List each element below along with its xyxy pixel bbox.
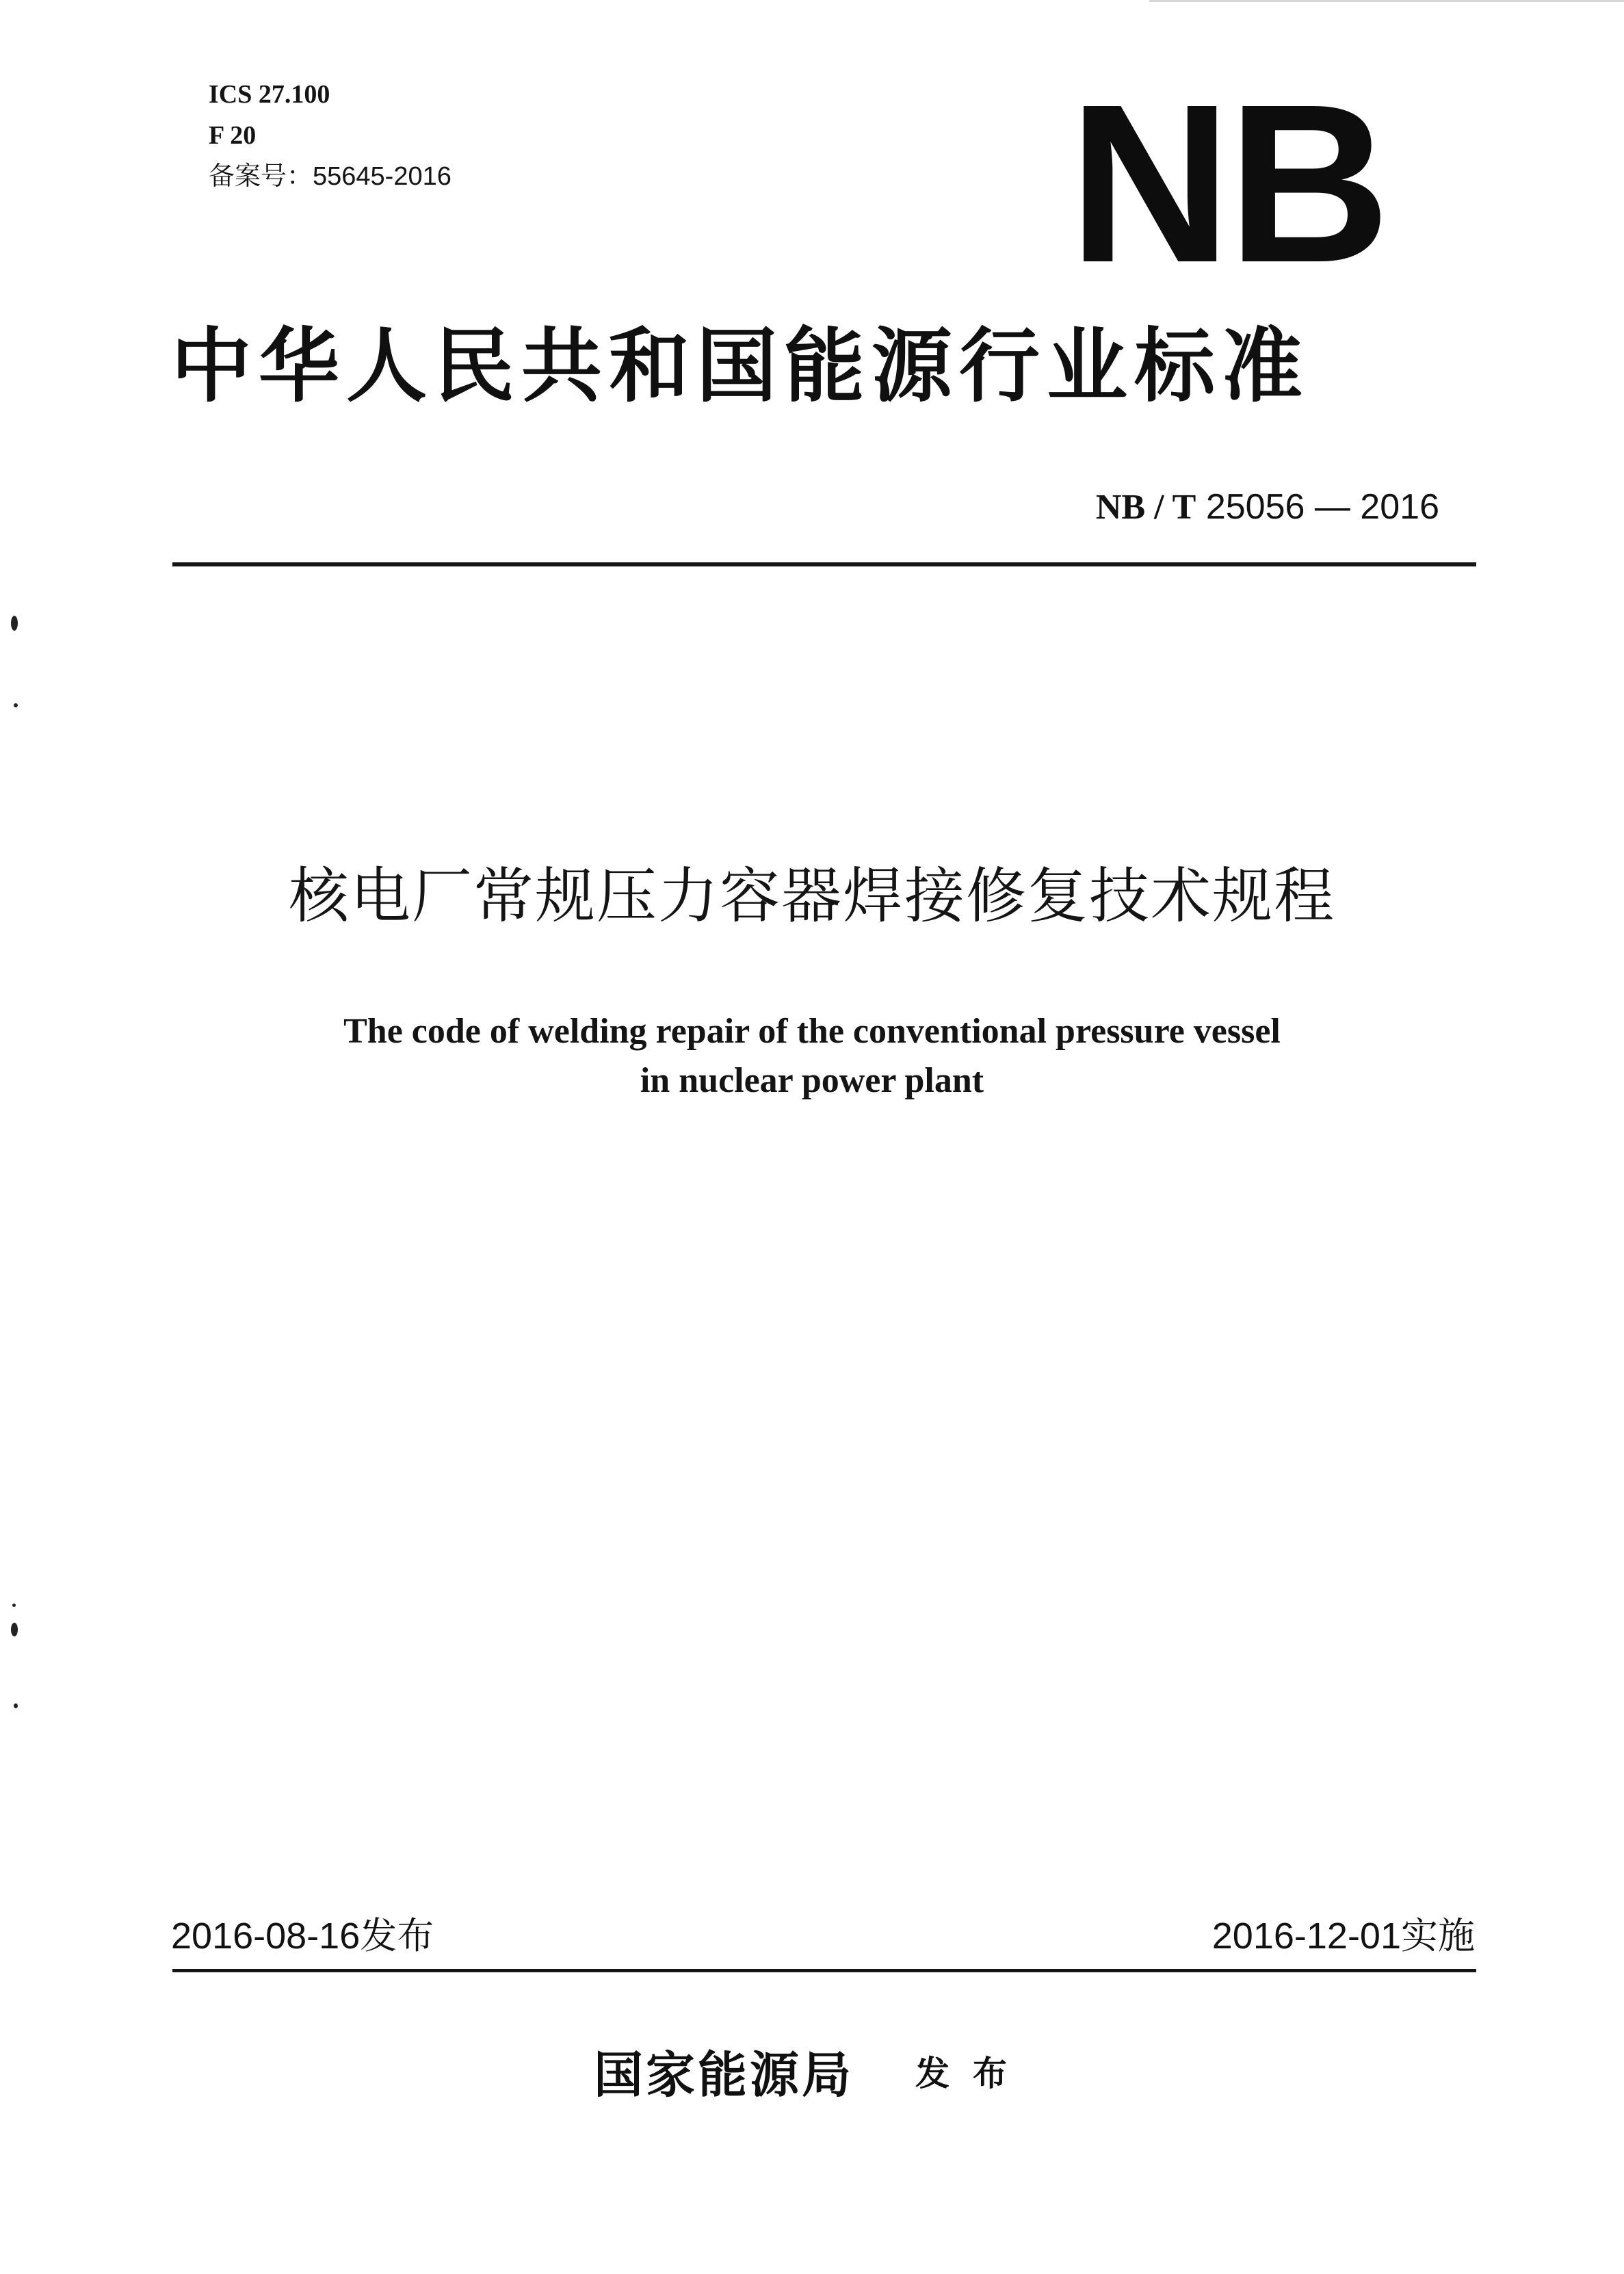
issuer-line bbox=[0, 2035, 1624, 2106]
standard-number-value: 25056 — 2016 bbox=[1205, 487, 1439, 527]
english-title-line-1: The code of welding repair of the conventional pressure vessel bbox=[343, 1012, 1281, 1051]
scan-mark bbox=[11, 1623, 18, 1636]
classification-block bbox=[209, 74, 451, 197]
standard-number-prefix: NB / T bbox=[1095, 488, 1196, 527]
issue-action: 发布 bbox=[915, 2054, 1030, 2093]
record-number: 备案号：55645-2016 bbox=[209, 162, 451, 191]
scan-mark bbox=[14, 1703, 18, 1708]
scan-edge-line bbox=[1149, 0, 1624, 2]
standard-number bbox=[1096, 483, 1439, 532]
issuing-organization: 国家能源局 bbox=[593, 2046, 854, 2104]
scan-mark bbox=[14, 703, 18, 707]
ics-code: ICS 27.100 bbox=[209, 80, 330, 109]
document-title-chinese: 核电厂常规压力容器焊接修复技术规程 bbox=[288, 861, 1335, 931]
scan-mark bbox=[11, 616, 18, 631]
standard-category-title: 中华人民共和国能源行业标准 bbox=[171, 318, 1310, 413]
document-title-english bbox=[0, 1007, 1624, 1106]
english-title-line-2: in nuclear power plant bbox=[640, 1061, 984, 1100]
ccs-code: F 20 bbox=[209, 121, 257, 150]
implementation-date: 2016-12-01实施 bbox=[1212, 1916, 1475, 1957]
scan-mark bbox=[12, 1604, 16, 1607]
bottom-divider bbox=[172, 1969, 1476, 1972]
top-divider bbox=[172, 562, 1476, 566]
nb-logo: NB bbox=[1069, 57, 1387, 309]
issue-date: 2016-08-16发布 bbox=[171, 1916, 434, 1957]
